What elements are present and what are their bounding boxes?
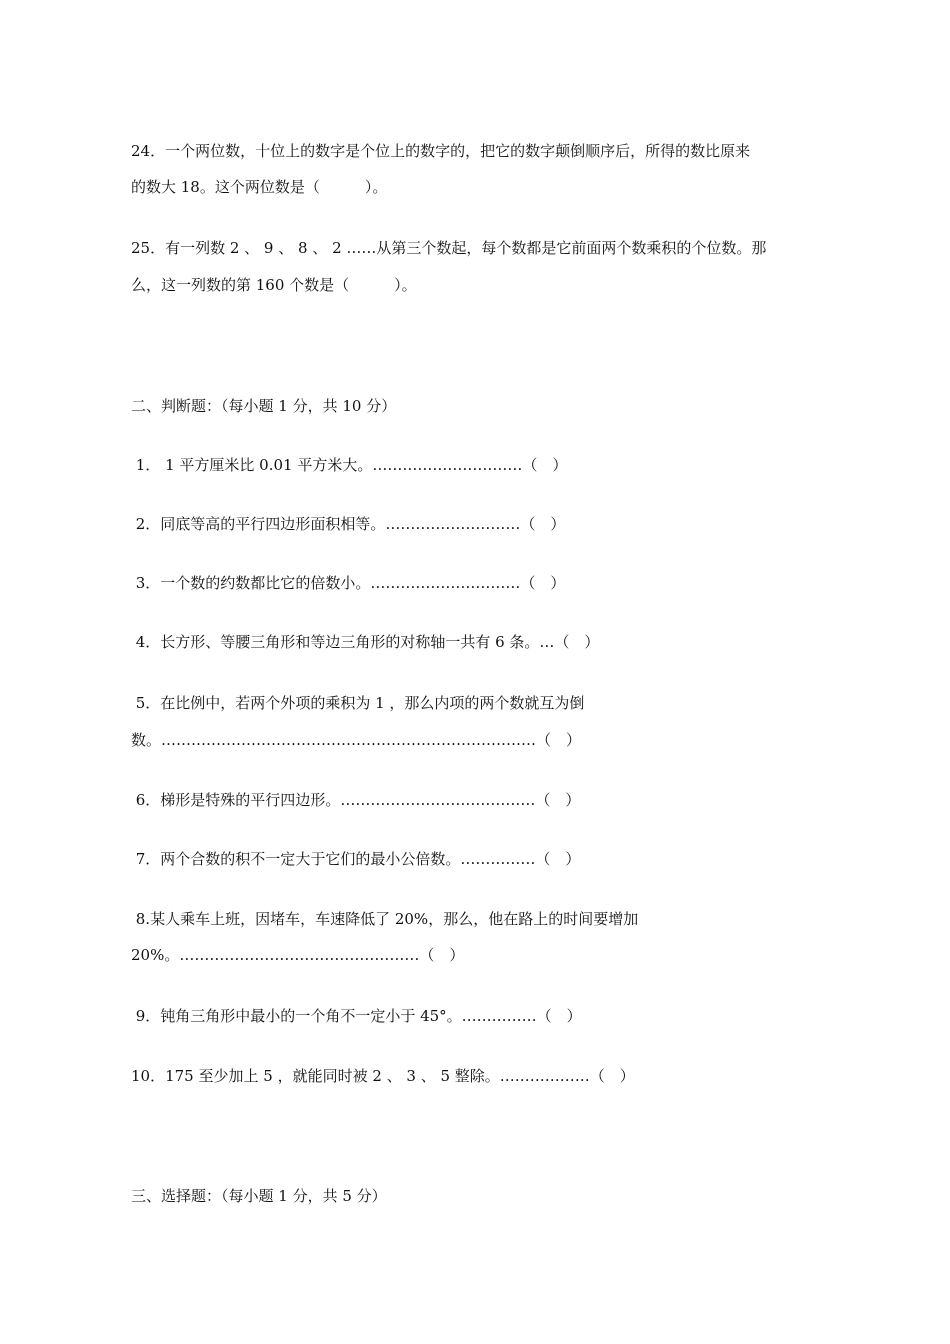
judgment-item-5-continuation: 数。…………………………………………………………………（ ） bbox=[131, 731, 582, 749]
judgment-item-9: 9．钝角三角形中最小的一个角不一定小于 45°。……………（ ） bbox=[131, 1007, 582, 1025]
judgment-item-4: 4．长方形、等腰三角形和等边三角形的对称轴一共有 6 条。…（ ） bbox=[131, 633, 600, 651]
judgment-item-8-continuation: 20%。…………………………………………（ ） bbox=[131, 946, 465, 964]
judgment-item-3: 3．一个数的约数都比它的倍数小。…………………………（ ） bbox=[131, 574, 566, 592]
question-24-line-1: 24．一个两位数，十位上的数字是个位上的数字的，把它的数字颠倒顺序后，所得的数比原来 bbox=[131, 142, 751, 160]
judgment-item-2: 2．同底等高的平行四边形面积相等。………………………（ ） bbox=[131, 515, 566, 533]
section-2-heading: 二、判断题：（每小题 1 分，共 10 分） bbox=[131, 397, 397, 415]
judgment-item-8: 8.某人乘车上班，因堵车，车速降低了 20%，那么，他在路上的时间要增加 bbox=[131, 910, 639, 928]
judgment-item-10: 10．175 至少加上 5 ，就能同时被 2 、 3 、 5 整除。………………（ ） bbox=[131, 1067, 635, 1085]
judgment-item-1: 1． 1 平方厘米比 0.01 平方米大。…………………………（ ） bbox=[131, 456, 568, 474]
section-3-heading: 三、选择题：（每小题 1 分，共 5 分） bbox=[131, 1187, 387, 1205]
question-25-line-2: 么，这一列数的第 160 个数是（ ）。 bbox=[131, 276, 417, 294]
judgment-item-6: 6．梯形是特殊的平行四边形。…………………………………（ ） bbox=[131, 791, 581, 809]
judgment-item-7: 7．两个合数的积不一定大于它们的最小公倍数。……………（ ） bbox=[131, 850, 581, 868]
question-25-line-1: 25．有一列数 2 、 9 、 8 、 2 ……从第三个数起，每个数都是它前面两个数乘积的个位数。那 bbox=[131, 239, 767, 257]
judgment-item-5: 5．在比例中，若两个外项的乘积为 1 ，那么内项的两个数就互为倒 bbox=[131, 694, 585, 712]
question-24-line-2: 的数大 18。这个两位数是（ ）。 bbox=[131, 178, 388, 196]
